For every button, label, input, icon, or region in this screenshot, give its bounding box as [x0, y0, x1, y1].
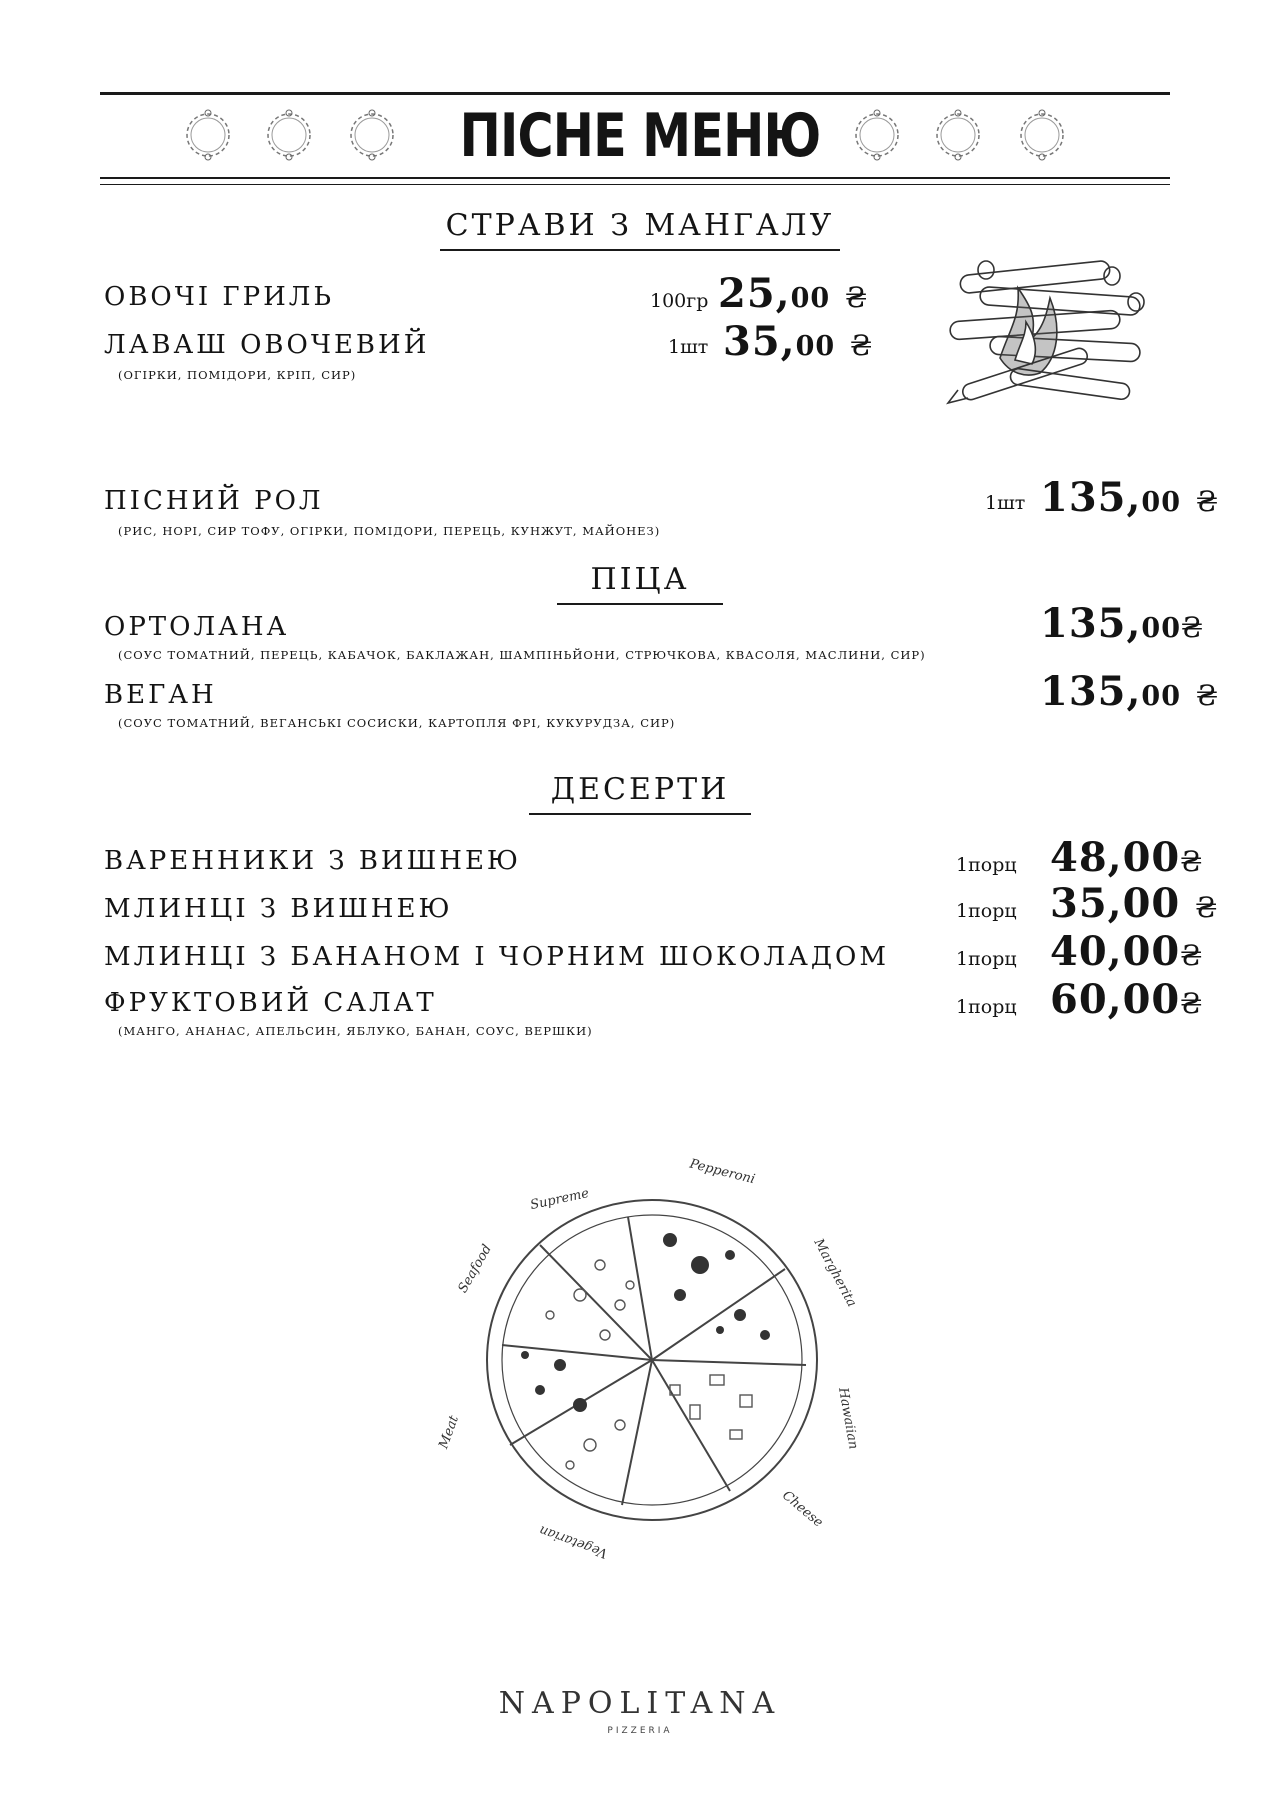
brand-subtitle: PIZZERIA [607, 1726, 673, 1736]
menu-item-price: 60,00₴ [1050, 976, 1204, 1023]
menu-item-price: 35,00 ₴ [723, 318, 873, 365]
menu-item-unit: 1порц [956, 996, 1017, 1018]
menu-item-unit: 1порц [956, 854, 1017, 876]
menu-item-unit: 1шт [668, 336, 709, 358]
brand-logo-text: NAPOLITANA [498, 1686, 782, 1721]
pizza-icon [430, 1145, 870, 1565]
menu-item-name: ВЕГАН [104, 680, 217, 710]
section-title-pizza: ПІЦА [0, 562, 1280, 605]
section-title-desserts: ДЕСЕРТИ [0, 772, 1280, 815]
menu-item-note: (СОУС ТОМАТНИЙ, ПЕРЕЦЬ, КАБАЧОК, БАКЛАЖАН, ШАМПІНЬЙОНИ, СТРЮЧКОВА, КВАСОЛЯ, МАСЛИНИ, СИР) [118, 648, 926, 662]
menu-item-price: 135,00₴ [1040, 600, 1204, 647]
menu-item-price: 25,00 ₴ [718, 270, 868, 317]
menu-item-unit: 1шт [985, 492, 1026, 514]
menu-item-name: МЛИНЦІ З ВИШНЕЮ [104, 894, 453, 924]
header-bottom-rule-2 [100, 184, 1170, 185]
section-title-grill: СТРАВИ З МАНГАЛУ [0, 208, 1280, 251]
pizza-label: Vegetarian [537, 1522, 610, 1561]
pizza-label: Meat [436, 1413, 462, 1451]
menu-item-price: 35,00 ₴ [1050, 880, 1219, 927]
pizza-label: Seafood [455, 1242, 496, 1296]
menu-item-name: ПІСНИЙ РОЛ [104, 486, 324, 516]
menu-item-name: ОВОЧІ ГРИЛЬ [104, 282, 334, 312]
campfire-icon [940, 248, 1160, 408]
menu-item-price: 48,00₴ [1050, 834, 1204, 881]
menu-item-name: ЛАВАШ ОВОЧЕВИЙ [104, 330, 430, 360]
header-top-rule [100, 92, 1170, 95]
pizza-label: Hawaiian [835, 1386, 861, 1451]
pizza-label: Supreme [528, 1186, 591, 1214]
page-title: ПІСНЕ МЕНЮ [459, 101, 821, 171]
header-bottom-rule [100, 177, 1170, 179]
menu-item-price: 40,00₴ [1050, 928, 1204, 975]
menu-item-note: (РИС, НОРІ, СИР ТОФУ, ОГІРКИ, ПОМІДОРИ, ПЕРЕЦЬ, КУНЖУТ, МАЙОНЕЗ) [118, 524, 661, 538]
menu-item-unit: 1порц [956, 948, 1017, 970]
pizza-label: Margherita [810, 1236, 860, 1310]
menu-item-name: ВАРЕННИКИ З ВИШНЕЮ [104, 846, 521, 876]
menu-item-note: (СОУС ТОМАТНИЙ, ВЕГАНСЬКІ СОСИСКИ, КАРТОПЛЯ ФРІ, КУКУРУДЗА, СИР) [118, 716, 676, 730]
menu-item-name: ФРУКТОВИЙ САЛАТ [104, 988, 437, 1018]
menu-item-note: (ОГІРКИ, ПОМІДОРИ, КРІП, СИР) [118, 368, 357, 382]
menu-item-name: ОРТОЛАНА [104, 612, 290, 642]
menu-item-price: 135,00 ₴ [1040, 474, 1219, 521]
menu-item-name: МЛИНЦІ З БАНАНОМ І ЧОРНИМ ШОКОЛАДОМ [104, 942, 889, 972]
pizza-label: Pepperoni [687, 1156, 757, 1188]
menu-item-price: 135,00 ₴ [1040, 668, 1219, 715]
menu-item-unit: 1порц [956, 900, 1017, 922]
menu-item-unit: 100гр [650, 290, 709, 312]
pizza-label: Cheese [779, 1488, 826, 1531]
menu-item-note: (МАНГО, АНАНАС, АПЕЛЬСИН, ЯБЛУКО, БАНАН, СОУС, ВЕРШКИ) [118, 1024, 593, 1038]
